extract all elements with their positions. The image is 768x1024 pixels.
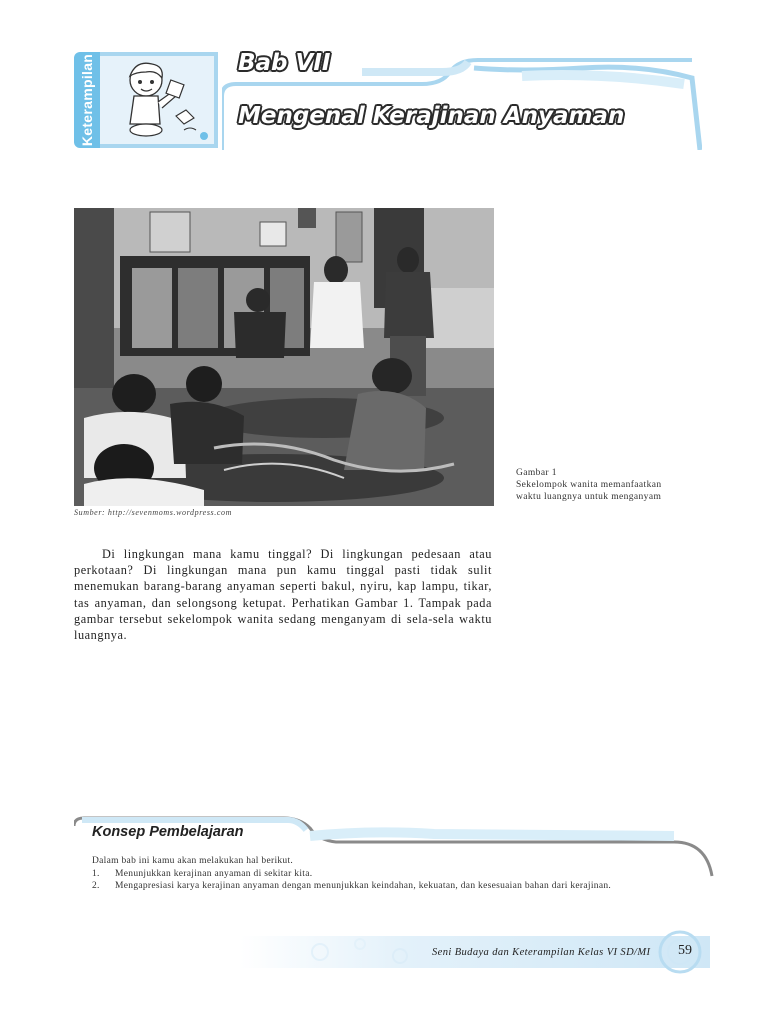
konsep-intro: Dalam bab ini kamu akan melakukan hal berikut. — [92, 856, 294, 866]
intro-paragraph — [74, 546, 492, 643]
figure-source: Sumber: http://sevenmoms.wordpress.com — [74, 508, 232, 517]
mascot-illustration — [106, 58, 212, 142]
konsep-list — [92, 868, 611, 892]
chapter-title: Mengenal Kerajinan Anyaman — [238, 103, 625, 129]
konsep-item-number: 2. — [92, 881, 100, 891]
figure-caption-line: Sekelompok wanita memanfaatkan — [516, 480, 662, 490]
intro-paragraph-text: Di lingkungan mana kamu tinggal? Di lingkungan pedesaan atau perkotaan? Di lingkungan mana pun kamu tinggal pasti tidak sulit menemukan barang-barang anyaman seperti bakul, nyiru, kap lampu, tikar, tas anyaman, dan selongsong ketupat. Perhatikan Gambar 1. Tampak pada gambar tersebut sekelompok wanita sedang menganyam di sela-sela waktu luangnya. — [74, 547, 492, 643]
chapter-number: Bab VII — [238, 50, 331, 76]
figure-photo-weaving-group — [74, 208, 494, 506]
page-number: 59 — [678, 943, 692, 958]
konsep-list-item — [92, 880, 611, 892]
konsep-heading: Konsep Pembelajaran — [92, 824, 244, 840]
konsep-item-number: 1. — [92, 869, 100, 879]
subject-side-label: Keterampilan — [79, 53, 95, 147]
konsep-item-text: Menunjukkan kerajinan anyaman di sekitar kita. — [115, 869, 313, 879]
figure-caption-line: waktu luangnya untuk menganyam — [516, 492, 662, 502]
figure-caption — [516, 467, 706, 503]
konsep-list-item — [92, 868, 611, 880]
konsep-item-text: Mengapresiasi karya kerajinan anyaman dengan menunjukkan keindahan, kekuatan, dan kesesuaian bahan dari kerajinan. — [115, 881, 612, 891]
footer-book-title: Seni Budaya dan Keterampilan Kelas VI SD/MI — [432, 947, 651, 958]
subject-side-tab — [74, 52, 100, 148]
figure-caption-label: Gambar 1 — [516, 468, 557, 478]
